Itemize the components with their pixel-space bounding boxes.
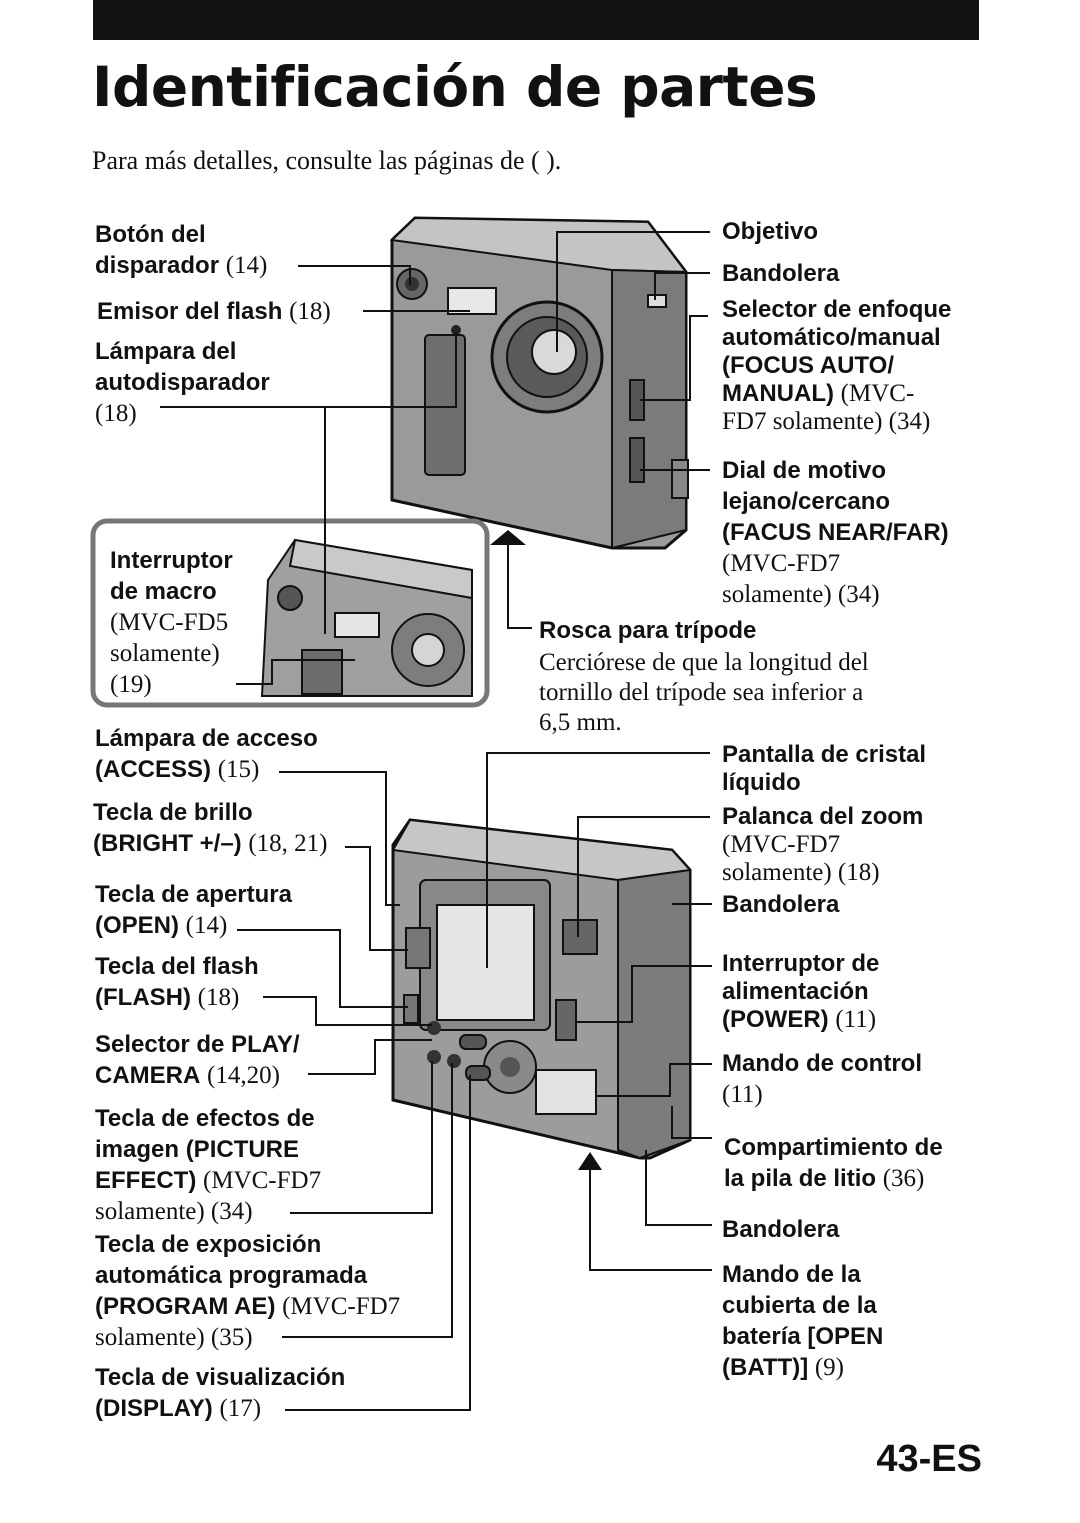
label-lcd-screen: Pantalla de cristal líquido — [722, 741, 927, 796]
label-focus-dial: Dial de motivo lejano/cercano (FACUS NEAR/FAR) (MVC-FD7 solamente) (34) — [722, 457, 949, 608]
label-power-switch: Interruptor de alimentación (POWER) (11) — [722, 950, 880, 1033]
label-bright-key: Tecla de brillo (BRIGHT +/–) (18, 21) — [93, 799, 328, 857]
label-access-lamp: Lámpara de acceso (ACCESS) (15) — [95, 725, 318, 783]
label-control-button: Mando de control (11) — [722, 1050, 922, 1108]
label-battery-cover-knob: Mando de la cubierta de la batería [OPEN (BATT)] (9) — [722, 1261, 884, 1381]
intro-text: Para más detalles, consulte las páginas de ( ). — [92, 146, 562, 175]
label-macro-switch: Interruptor de macro (MVC-FD5 solamente) (19) — [110, 547, 233, 698]
label-zoom-lever: Palanca del zoom (MVC-FD7 solamente) (18) — [722, 803, 924, 886]
camera-rear-illustration — [393, 820, 690, 1158]
page-number: 43-ES — [876, 1438, 982, 1480]
label-play-camera-selector: Selector de PLAY/ CAMERA (14,20) — [95, 1031, 300, 1089]
label-display-key: Tecla de visualización (DISPLAY) (17) — [95, 1364, 346, 1422]
label-flash-emitter: Emisor del flash (18) — [97, 298, 331, 325]
label-strap-1: Bandolera — [722, 260, 840, 287]
label-shutter-button: Botón del disparador (14) — [95, 221, 268, 279]
label-picture-effect-key: Tecla de efectos de imagen (PICTURE EFFECT) (MVC-FD7 solamente) (34) — [95, 1105, 322, 1225]
page-title: Identificación de partes — [92, 55, 818, 119]
label-lens: Objetivo — [722, 218, 819, 245]
label-open-key: Tecla de apertura (OPEN) (14) — [95, 881, 292, 939]
label-focus-selector: Selector de enfoque automático/manual (FOCUS AUTO/ MANUAL) (MVC- FD7 solamente) (34) — [722, 296, 952, 435]
label-tripod-socket: Rosca para trípode — [539, 617, 757, 644]
label-strap-3: Bandolera — [722, 1216, 840, 1243]
label-strap-2: Bandolera — [722, 891, 840, 918]
label-lithium-battery-compartment: Compartimiento de la pila de litio (36) — [724, 1134, 943, 1192]
tripod-note: Cerciórese de que la longitud del tornillo del trípode sea inferior a 6,5 mm. — [539, 649, 869, 736]
label-self-timer-lamp: Lámpara del autodisparador (18) — [95, 338, 270, 427]
label-program-ae-key: Tecla de exposición automática programada (PROGRAM AE) (MVC-FD7 solamente) (35) — [95, 1231, 401, 1351]
label-flash-key: Tecla del flash (FLASH) (18) — [95, 953, 259, 1011]
camera-front-illustration — [392, 218, 688, 548]
